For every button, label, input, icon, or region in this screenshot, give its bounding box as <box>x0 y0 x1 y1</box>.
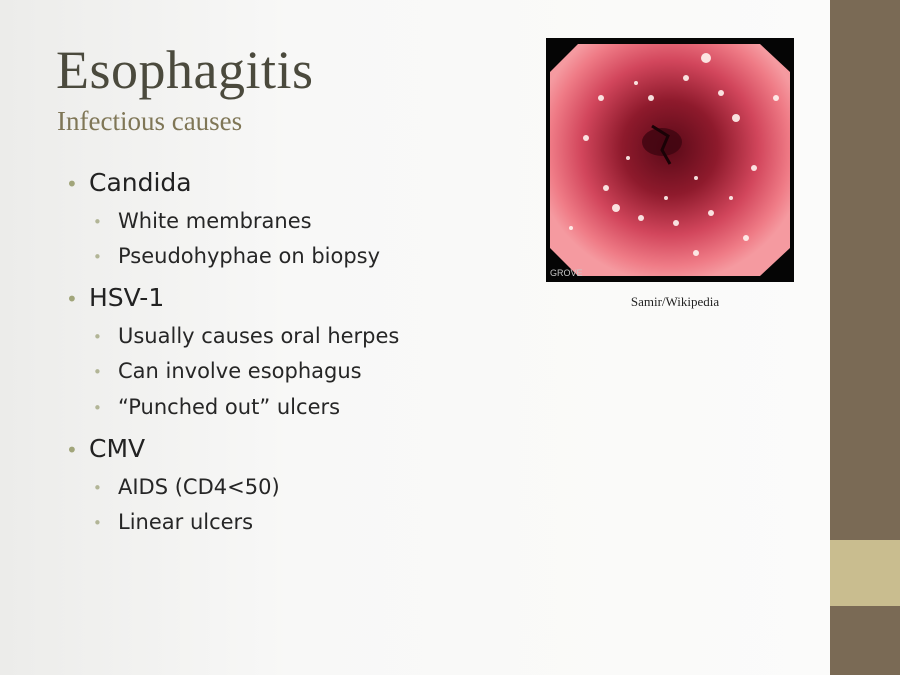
bullet-text: Linear ulcers <box>118 510 254 534</box>
bullet-text: Candida <box>89 168 192 197</box>
image-watermark: GROVE <box>550 268 583 278</box>
bullet-level2 <box>93 509 253 535</box>
image-credit: Samir/Wikipedia <box>630 294 720 309</box>
bullet-text: White membranes <box>118 209 312 233</box>
slide-subtitle: Infectious causes <box>57 106 243 136</box>
bullet-level2 <box>93 243 380 269</box>
bullet-level2 <box>93 474 280 500</box>
bullet-level1 <box>66 434 145 464</box>
bullet-text: AIDS (CD4<50) <box>118 475 280 499</box>
bullet-dot-icon: • <box>66 438 78 462</box>
bullet-dot-icon: • <box>93 213 102 231</box>
bullet-text: Pseudohyphae on biopsy <box>118 244 381 268</box>
bullet-dot-icon: • <box>93 479 102 497</box>
bullet-level1 <box>66 283 164 313</box>
slide-title: Esophagitis <box>56 40 314 100</box>
bullet-dot-icon: • <box>93 399 102 417</box>
endoscopy-photo-drawing <box>546 38 794 282</box>
bullet-level2 <box>93 394 340 420</box>
bullet-dot-icon: • <box>93 363 102 381</box>
endoscopy-image <box>546 38 794 282</box>
bullet-text: “Punched out” ulcers <box>118 395 341 419</box>
bullet-dot-icon: • <box>66 172 78 196</box>
bullet-dot-icon: • <box>93 514 102 532</box>
bullet-dot-icon: • <box>66 287 78 311</box>
bullet-text: Usually causes oral herpes <box>118 324 400 348</box>
bullet-text: CMV <box>89 434 146 463</box>
bullet-dot-icon: • <box>93 328 102 346</box>
bullet-level2 <box>93 358 362 384</box>
decorative-sidebar-accent <box>830 540 900 606</box>
bullet-level2 <box>93 323 399 349</box>
bullet-text: Can involve esophagus <box>118 359 362 383</box>
bullet-level1 <box>66 168 192 198</box>
bullet-level2 <box>93 208 312 234</box>
bullet-dot-icon: • <box>93 248 102 266</box>
bullet-text: HSV-1 <box>89 283 165 312</box>
